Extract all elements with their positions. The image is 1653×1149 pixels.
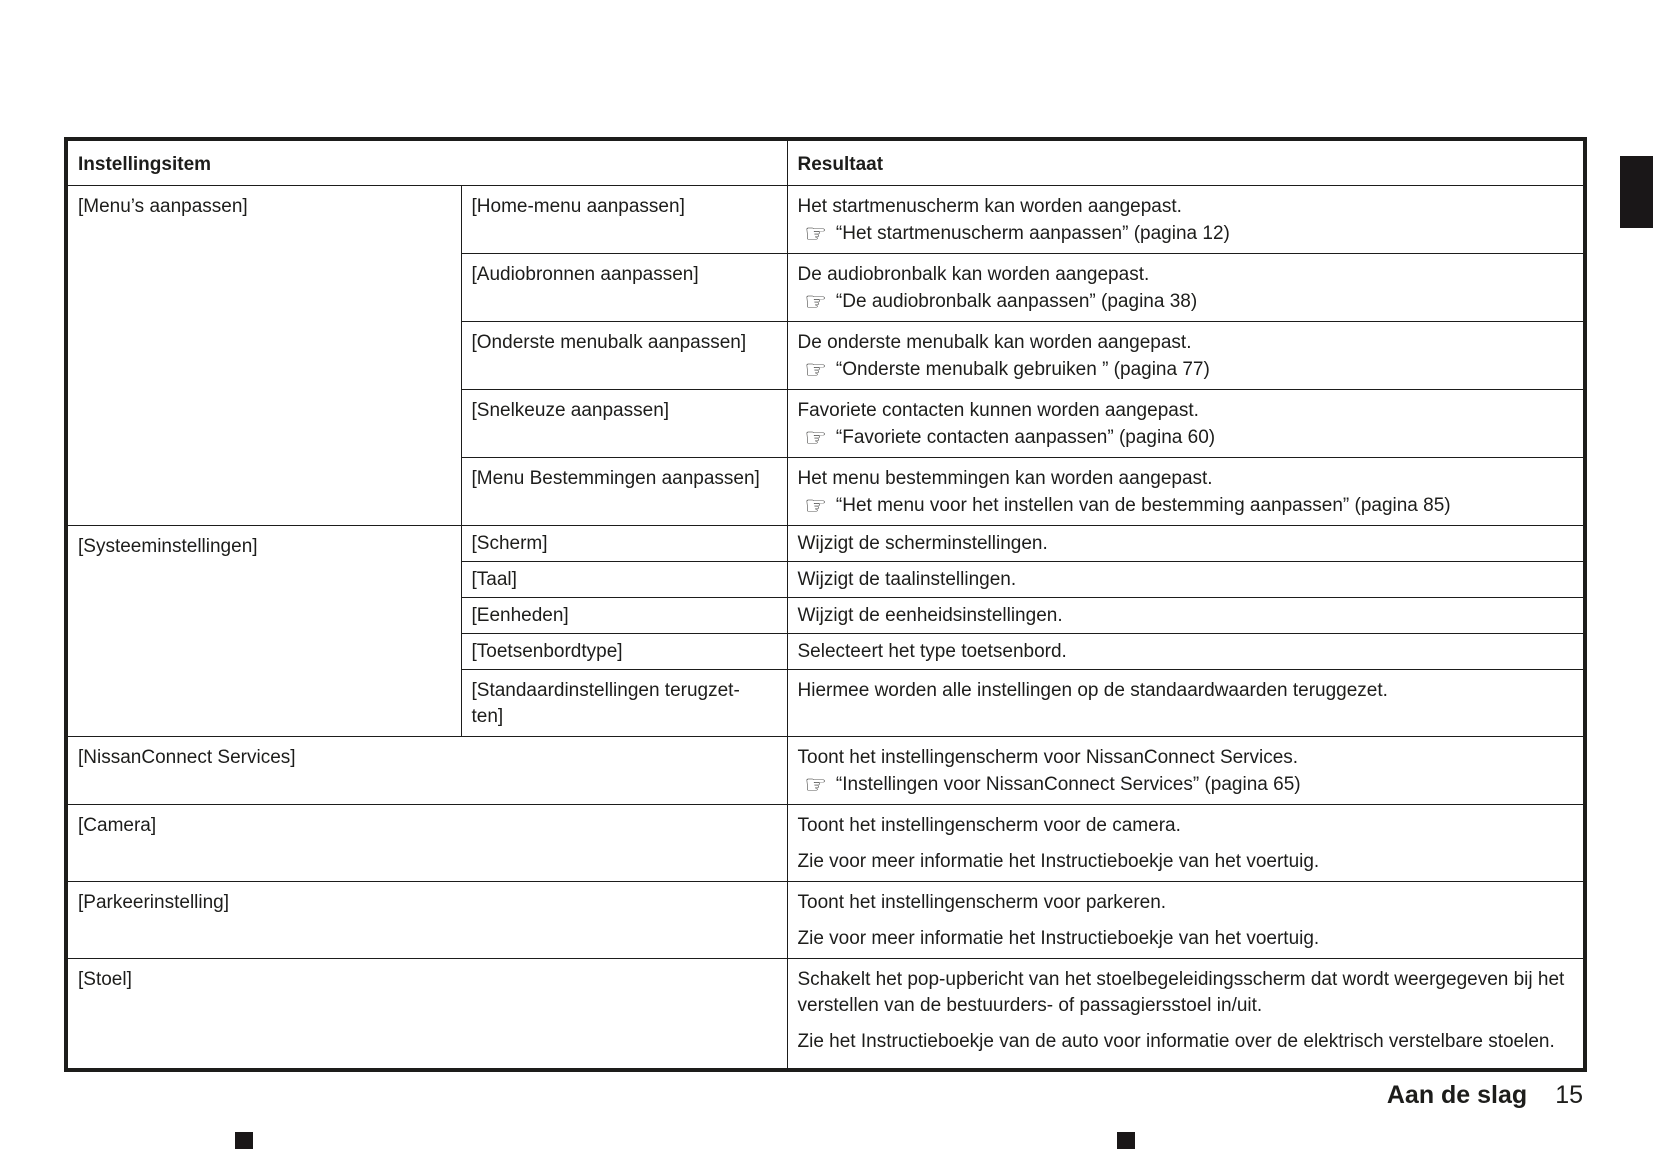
pointing-hand-icon: ☞ (804, 218, 827, 248)
result-paragraph-2: Zie voor meer informatie het Instructieboekje van het voertuig. (797, 850, 1320, 872)
result-cell: Wijzigt de scherminstellingen. (787, 525, 1585, 561)
result-cell: Selecteert het type toetsenbord. (787, 633, 1585, 669)
setting-item-cell-parkeerinstelling: [Parkeerinstelling] (66, 881, 787, 958)
result-cell (787, 881, 1585, 958)
setting-item-cell: [Home-menu aanpassen] (461, 185, 787, 253)
reference-text: “Het menu voor het instellen van de bestemming aanpassen” (pagina 85) (835, 494, 1451, 516)
result-cell (787, 804, 1585, 881)
result-cell (787, 185, 1585, 253)
reference-text: “Favoriete contacten aanpassen” (pagina 60) (835, 426, 1216, 448)
cross-reference (804, 354, 1574, 384)
table-header-row (66, 139, 1585, 185)
table-row (66, 958, 1585, 1070)
reference-text: “De audiobronbalk aanpassen” (pagina 38) (835, 290, 1198, 312)
result-text: Toont het instellingenscherm voor NissanConnect Services. (797, 746, 1299, 768)
pointing-hand-icon: ☞ (804, 354, 827, 384)
setting-item-cell-stoel: [Stoel] (66, 958, 787, 1070)
result-paragraph-2: Zie het Instructieboekje van de auto voor informatie over de elektrisch verstelbare stoelen. (797, 1030, 1555, 1052)
setting-item-cell: [Toetsenbordtype] (461, 633, 787, 669)
result-cell: Wijzigt de eenheidsinstellingen. (787, 597, 1585, 633)
result-text: Het menu bestemmingen kan worden aangepast. (797, 467, 1213, 489)
result-cell: Hiermee worden alle instellingen op de standaardwaarden teruggezet. (787, 669, 1585, 736)
result-text: Favoriete contacten kunnen worden aangepast. (797, 399, 1199, 421)
setting-item-cell-nissanconnect: [NissanConnect Services] (66, 736, 787, 804)
result-paragraph-1: Schakelt het pop-upbericht van het stoelbegeleidingsscherm dat wordt weergegeven bij het verstellen van de bestuurders- of passagiersstoel in/uit. (797, 968, 1565, 1016)
cross-reference (804, 490, 1574, 520)
page-footer (1387, 1081, 1583, 1110)
print-registration-mark-right (1117, 1132, 1135, 1149)
result-paragraph-1: Toont het instellingenscherm voor parkeren. (797, 891, 1167, 913)
setting-item-cell: [Eenheden] (461, 597, 787, 633)
result-paragraph-2: Zie voor meer informatie het Instructieboekje van het voertuig. (797, 927, 1320, 949)
setting-item-cell: [Onderste menubalk aanpassen] (461, 321, 787, 389)
result-text: De onderste menubalk kan worden aangepast. (797, 331, 1192, 353)
table-row (66, 804, 1585, 881)
cross-reference (804, 218, 1574, 248)
setting-item-cell (461, 669, 787, 736)
pointing-hand-icon: ☞ (804, 490, 827, 520)
footer-section-title: Aan de slag (1386, 1081, 1528, 1109)
pointing-hand-icon: ☞ (804, 769, 827, 799)
result-cell (787, 253, 1585, 321)
setting-item-cell: [Snelkeuze aanpassen] (461, 389, 787, 457)
result-text: Het startmenuscherm kan worden aangepast. (797, 195, 1182, 217)
result-paragraph-1: Toont het instellingenscherm voor de camera. (797, 814, 1181, 836)
result-cell (787, 457, 1585, 525)
setting-item-cell: [Scherm] (461, 525, 787, 561)
footer-page-number: 15 (1555, 1081, 1583, 1109)
pointing-hand-icon: ☞ (804, 422, 827, 452)
table-row (66, 881, 1585, 958)
reference-text: “Onderste menubalk gebruiken ” (pagina 77) (835, 358, 1210, 380)
setting-item-cell-camera: [Camera] (66, 804, 787, 881)
setting-item-cell: [Taal] (461, 561, 787, 597)
group-label-systeeminstellingen: [Systeeminstellingen] (66, 525, 461, 736)
result-cell (787, 958, 1585, 1070)
table-row (66, 736, 1585, 804)
cross-reference (804, 769, 1574, 799)
group-label-menus-aanpassen: [Menu’s aanpassen] (66, 185, 461, 525)
result-text: De audiobronbalk kan worden aangepast. (797, 263, 1150, 285)
table-row (66, 525, 1585, 561)
setting-item-line1: [Standaardinstellingen terugzet- (471, 679, 740, 701)
settings-table (64, 137, 1587, 1072)
result-cell (787, 736, 1585, 804)
setting-item-cell: [Menu Bestemmingen aanpassen] (461, 457, 787, 525)
header-resultaat: Resultaat (787, 139, 1585, 185)
header-instellingsitem: Instellingsitem (66, 139, 787, 185)
result-cell (787, 321, 1585, 389)
chapter-edge-tab-marker (1620, 156, 1653, 228)
setting-item-wrapped (472, 678, 777, 730)
reference-text: “Instellingen voor NissanConnect Services” (pagina 65) (835, 773, 1301, 795)
reference-text: “Het startmenuscherm aanpassen” (pagina 12) (835, 222, 1230, 244)
cross-reference (804, 422, 1574, 452)
setting-item-line2: ten] (471, 705, 504, 727)
pointing-hand-icon: ☞ (804, 286, 827, 316)
setting-item-cell: [Audiobronnen aanpassen] (461, 253, 787, 321)
cross-reference (804, 286, 1574, 316)
print-registration-mark-left (235, 1132, 253, 1149)
result-cell (787, 389, 1585, 457)
table-row (66, 185, 1585, 253)
result-cell: Wijzigt de taalinstellingen. (787, 561, 1585, 597)
